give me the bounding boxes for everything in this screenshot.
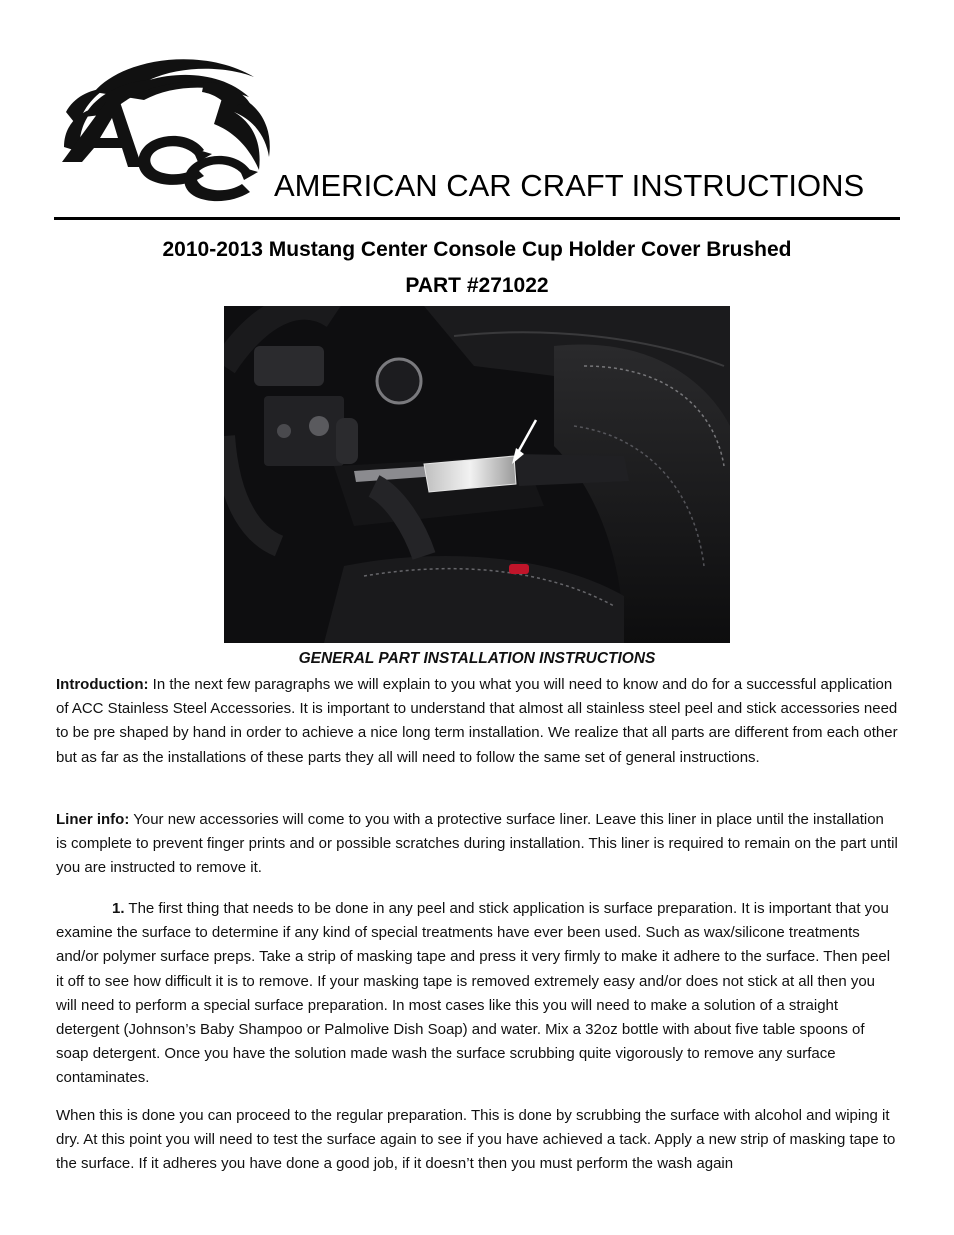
liner-info-text: Your new accessories will come to you with a protective surface liner. Leave this liner in place until the installation is complete to prevent finger prints and or possible scratches during installation. This liner is required to remain on the part until you are instructed to remove it. (56, 811, 898, 877)
introduction-paragraph (56, 673, 898, 770)
car-interior-photo (224, 306, 730, 643)
introduction-label: Introduction: (56, 676, 149, 693)
liner-info-paragraph (56, 808, 898, 881)
section-heading: GENERAL PART INSTALLATION INSTRUCTIONS (298, 650, 656, 667)
step-1-paragraph (56, 897, 898, 1091)
step-1-continued-text: When this is done you can proceed to the regular preparation. This is done by scrubbing the surface with alcohol and wiping it dry. At this point you will need to test the surface again to see if you have achieved a tack. Apply a new strip of masking tape to the surface. If it adheres you have done a good job, if it doesn’t then you must perform the wash again (56, 1107, 896, 1173)
acc-eagle-logo (54, 52, 280, 202)
step-1-text: The first thing that needs to be done in any peel and stick application is surface preparation. It is important that you examine the surface to determine if any kind of special treatments have ever been used. Such as wax/silicone treatments and/or polymer surface preps. Take a strip of masking tape and press it very firmly to make it adhere to the surface. Then peel it off to see how difficult it is to remove. If your masking tape is removed extremely easy and/or does not stick at all then you will need to perform a special surface preparation. In most cases like this you will need to make a solution of a straight detergent (Johnson’s Baby Shampoo or Palmolive Dish Soap) and water. Mix a 32oz bottle with about five table spoons of soap detergent. Once you have the solution made wash the surface scrubbing quite vigorously to remove any surface contaminates. (56, 900, 891, 1087)
step-1-continued-paragraph (56, 1104, 898, 1177)
header-divider (54, 217, 900, 220)
introduction-text: In the next few paragraphs we will explain to you what you will need to know and do for a successful application of ACC Stainless Steel Accessories. It is important to understand that almost all stainless steel peel and stick accessories need to be pre shaped by hand in order to achieve a nice long term installation. We realize that all parts are different from each other but as far as the installations of these parts they all will need to follow the same set of general instructions. (56, 676, 898, 766)
company-title: AMERICAN CAR CRAFT INSTRUCTIONS (274, 168, 865, 203)
part-number: PART #271022 (405, 274, 549, 297)
product-title: 2010-2013 Mustang Center Console Cup Holder Cover Brushed (162, 238, 792, 261)
step-1-number: 1. (112, 900, 125, 917)
liner-info-label: Liner info: (56, 811, 130, 828)
